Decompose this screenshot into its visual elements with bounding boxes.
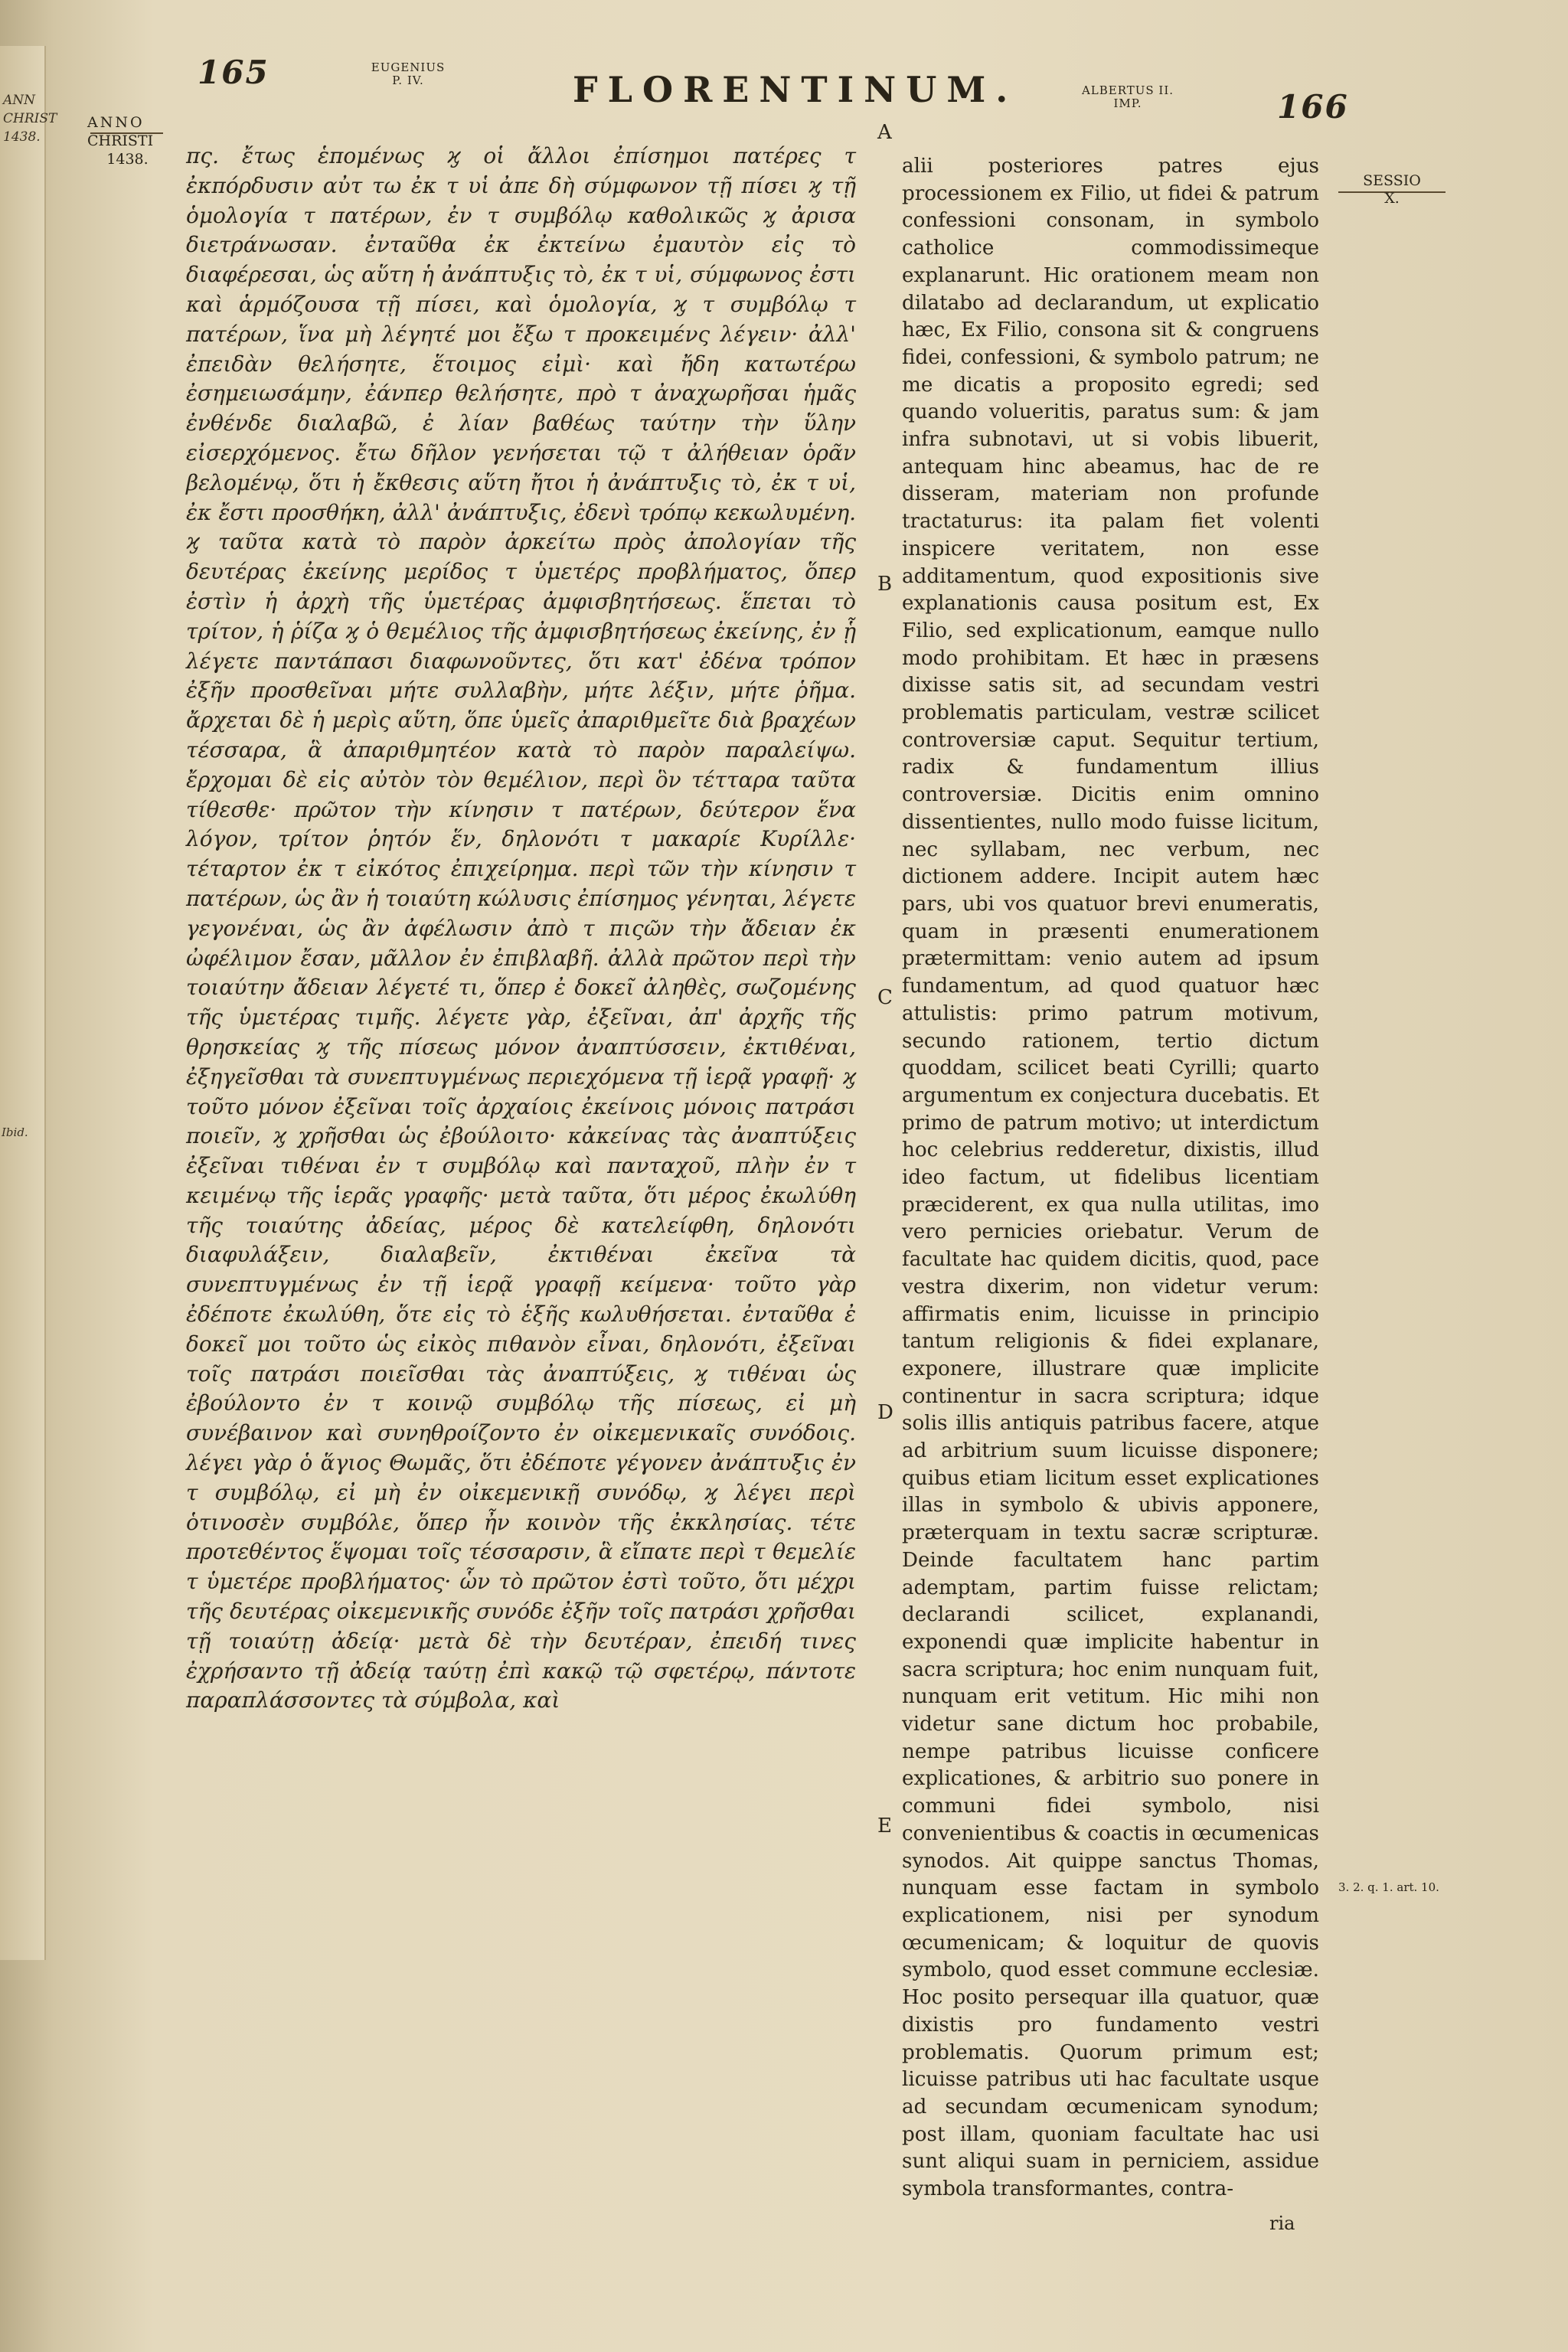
section-letter-c: C (877, 986, 893, 1009)
page-number-left: 165 (198, 54, 270, 91)
prev-page-margin-line-1: ANN (3, 93, 36, 108)
catchword: ria (1269, 2213, 1295, 2234)
page-number-right: 166 (1277, 88, 1349, 126)
margin-session-number: X. (1384, 190, 1400, 207)
running-head-right (1063, 84, 1193, 110)
book-page (67, 31, 1545, 2328)
prev-page-margin-line-2: CHRIST (3, 111, 57, 126)
running-head-left-line-1: EUGENIUS (371, 60, 446, 74)
section-letter-e: E (877, 1815, 892, 1838)
prev-page-margin-line-3: 1438. (3, 129, 41, 145)
greek-text: πς. ἔτως ἑπομένως ϗ οἱ ἄλλοι ἐπίσημοι πατέρες τ ἐκπόρδυσιν αὐτ τω ἐκ τ υἱ ἀπε δὴ σύμφωνον τῇ πίσει ϗ τῇ ὁμολογία τ πατέρων, ἐν τ συμβόλῳ καθολικῶς ϗ ἀρισα διετράνωσαν. ἐνταῦθα ἐκ ἐκτείνω ἐμαυτὸν εἰς τὸ διαφέρεσαι, ὡς αὕτη ἡ ἀνάπτυξις τὸ, ἐκ τ υἱ, σύμφωνος ἐστι καὶ ἁρμόζουσα τῇ πίσει, καὶ ὁμολογία, ϗ τ συμβόλῳ τ πατέρων, ἵνα μὴ λέγητέ μοι ἔξω τ προκειμένς λέγειν· ἀλλ' ἐπειδὰν θελήσητε, ἕτοιμος εἰμὶ· καὶ ἤδη κατωτέρω ἐσημειωσάμην, ἐάνπερ θελήσητε, πρὸ τ ἀναχωρῆσαι ἡμᾶς ἐνθένδε διαλαβῶ, ἐ λίαν βαθέως ταύτην τὴν ὕλην εἰσερχόμενος. ἔτω δῆλον γενήσεται τῷ τ ἀλήθειαν ὁρᾶν βελομένῳ, ὅτι ἡ ἔκθεσις αὕτη ἤτοι ἡ ἀνάπτυξις τὸ, ἐκ τ υἱ, ἐκ ἔστι προσθήκη, ἀλλ' ἀνάπτυξις, ἐδενὶ τρόπῳ κεκωλυμένη. ϗ ταῦτα κατὰ τὸ παρὸν ἀρκείτω πρὸς ἀπολογίαν τῆς δευτέρας ἐκείνης μερίδος τ ὑμετέρς προβλήματος, ὅπερ ἐστὶν ἡ ἀρχὴ τῆς ὑμετέρας ἀμφισβητήσεως. ἕπεται τὸ τρίτον, ἡ ῥίζα ϗ ὁ θεμέλιος τῆς ἀμφισβητήσεως ἐκείνης, ἐν ᾗ λέγετε παντάπασι διαφωνοῦντες, ὅτι κατ' ἐδένα τρόπον ἐξῆν προσθεῖναι μήτε συλλαβὴν, μήτε λέξιν, μήτε ῥῆμα. ἄρχεται δὲ ἡ μερὶς αὕτη, ὅπε ὑμεῖς ἀπαριθμεῖτε διὰ βραχέων τέσσαρα, ἃ ἀπαριθμητέον κατὰ τὸ παρὸν παραλείψω. ἔρχομαι δὲ εἰς αὐτὸν τὸν θεμέλιον, περὶ ὃν τέτταρα ταῦτα τίθεσθε· πρῶτον τὴν κίνησιν τ πατέρων, δεύτερον ἕνα λόγον, τρίτον ῥητόν ἕν, δηλονότι τ μακαρίε Κυρίλλε· τέταρτον ἐκ τ εἰκότος ἐπιχείρημα. περὶ τῶν τὴν κίνησιν τ πατέρων, ὡς ἂν ἡ τοιαύτη κώλυσις ἐπίσημος γένηται, λέγετε γεγονέναι, ὡς ἂν ἀφέλωσιν ἀπὸ τ πιςῶν τὴν ἄδειαν ἐκ ὠφέλιμον ἔσαν, μᾶλλον ἐν ἐπιβλαβῆ. ἀλλὰ πρῶτον περὶ τὴν τοιαύτην ἄδειαν λέγετέ τι, ὅπερ ἐ δοκεῖ ἀληθὲς, σωζομένης τῆς ὑμετέρας τιμῆς. λέγετε γὰρ, ἐξεῖναι, ἀπ' ἀρχῆς τῆς θρησκείας ϗ τῆς πίσεως μόνον ἀναπτύσσειν, ἐκτιθέναι, ἐξηγεῖσθαι τὰ συνεπτυγμένως περιεχόμενα τῇ ἱερᾷ γραφῇ· ϗ τοῦτο μόνον ἐξεῖναι τοῖς ἀρχαίοις ἐκείνοις μόνοις πατράσι ποιεῖν, ϗ χρῆσθαι ὡς ἐβούλοιτο· κἀκείνας τὰς ἀναπτύξεις ἐξεῖναι τιθέναι ἐν τ συμβόλῳ καὶ πανταχοῦ, πλὴν ἐν τ κειμένῳ τῆς ἱερᾶς γραφῆς· μετὰ ταῦτα, ὅτι μέρος ἐκωλύθη τῆς τοιαύτης ἀδείας, μέρος δὲ κατελείφθη, δηλονότι διαφυλάξειν, διαλαβεῖν, ἐκτιθέναι ἐκεῖνα τὰ συνεπτυγμένως ἐν τῇ ἱερᾷ γραφῇ κείμενα· τοῦτο γὰρ ἐδέποτε ἐκωλύθη, ὅτε εἰς τὸ ἑξῆς κωλυθήσεται. ἐνταῦθα ἐ δοκεῖ μοι τοῦτο ὡς εἰκὸς πιθανὸν εἶναι, δηλονότι, ἐξεῖναι τοῖς πατράσι ποιεῖσθαι τὰς ἀναπτύξεις, ϗ τιθέναι ὡς ἐβούλοντο ἐν τ κοινῷ συμβόλῳ τῆς πίσεως, εἰ μὴ συνέβαινον καὶ συνηθροίζοντο ἐν οἰκεμενικαῖς συνόδοις. λέγει γὰρ ὁ ἅγιος Θωμᾶς, ὅτι ἐδέποτε γέγονεν ἀνάπτυξις ἐν τ συμβόλῳ, εἰ μὴ ἐν οἰκεμενικῇ συνόδῳ, ϗ λέγει περὶ ὁτινοσὲν συμβόλε, ὅπερ ἦν κοινὸν τῆς ἐκκλησίας. τέτε προτεθέντος ἕψομαι τοῖς τέσσαρσιν, ἃ εἴπατε περὶ τ θεμελίε τ ὑμετέρε προβλήματος· ὧν τὸ πρῶτον ἐστὶ τοῦτο, ὅτι μέχρι τῆς δευτέρας οἰκεμενικῆς συνόδε ἐξῆν τοῖς πατράσι χρῆσθαι τῇ τοιαύτῃ ἀδείᾳ· μετὰ δὲ τὴν δευτέραν, ἐπειδή τινες ἐχρήσαντο τῇ ἀδείᾳ ταύτῃ ἐπὶ κακῷ τῷ σφετέρῳ, πάντοτε παραπλάσσοντες τὰ σύμβολα, καὶ (186, 143, 856, 1713)
marginal-citation: 3. 2. q. 1. art. 10. (1338, 1880, 1439, 1894)
running-head-left (351, 61, 466, 87)
page-title: FLORENTINUM. (573, 69, 1018, 110)
running-head-right-line-1: ALBERTUS II. (1081, 83, 1174, 97)
margin-sessio: SESSIO (1363, 172, 1421, 189)
section-letter-d: D (877, 1401, 893, 1424)
previous-page-edge (0, 46, 57, 1960)
margin-anno: ANNO (87, 114, 145, 131)
section-letter-b: B (877, 573, 893, 596)
prev-page-gloss: Ibid. (2, 1125, 28, 1139)
running-head-left-line-2: P. IV. (392, 74, 424, 87)
latin-text-column (902, 153, 1319, 2203)
margin-year-note (87, 113, 168, 168)
margin-year: 1438. (106, 151, 149, 168)
greek-text-column (186, 142, 856, 1716)
margin-christi: CHRISTI (87, 132, 154, 149)
margin-session-note (1334, 172, 1449, 207)
section-letter-a: A (877, 121, 892, 144)
running-head-right-line-2: IMP. (1113, 96, 1142, 110)
latin-text: alii posteriores patres ejus processionem ex Filio, ut fidei & patrum confessioni consonam, in symbolo catholice commodissimeque explanarunt. Hic orationem meam non dilatabo ad declarandum, ut explicatio hæc, Ex Filio, consona sit & congruens fidei, confessioni, & symbolo patrum; ne me dicatis a proposito egredi; sed quando volueritis, paratus sum: & jam infra subnotavi, ut si vobis libuerit, antequam hinc abeamus, hac de re disseram, materiam non profunde tractaturus: ita palam fiet volenti inspicere veritatem, non esse additamentum, quod expositionis sive explanationis causa positum est, Ex Filio, sed explicationum, eamque nullo modo prohibitam. Et hæc in præsens dixisse satis sit, ad secundam vestri problematis particulam, vestræ scilicet controversiæ caput. Sequitur tertium, radix & fundamentum illius controversiæ. Dicitis enim omnino dissentientes, nullo modo fuisse licitum, nec syllabam, nec verbum, nec dictionem addere. Incipit autem hæc pars, ubi vos quatuor brevi enumeratis, quam in præsenti enumerationem prætermittam: venio autem ad ipsum fundamentum, ad quod quatuor hæc attulistis: primo patrum motivum, secundo rationem, tertio dictum quoddam, scilicet beati Cyrilli; quarto argumentum ex conjectura ducebatis. Et primo de patrum motivo; ut interdictum hoc celebrius redderetur, dixistis, illud ideo factum, ut fidelibus licentiam præciderent, ex qua nulla utilitas, imo vero pernicies oriebatur. Verum de facultate hac quidem dicitis, quod, pace vestra dixerim, non videtur verum: affirmatis enim, licuisse in principio tantum religionis & fidei explanare, exponere, illustrare quæ implicite continentur in sacra scriptura; idque solis illis antiquis patribus facere, atque ad arbitrium suum licuisse disponere; quibus etiam licitum esset explicationes illas in symbolo & ubivis apponere, præterquam in textu sacræ scripturæ. Deinde facultatem hanc partim ademptam, partim fuisse relictam; declarandi scilicet, explanandi, exponendi quæ implicite habentur in sacra scriptura; hoc enim nunquam fuit, nunquam erit vetitum. Hic mihi non videtur sane dictum hoc probabile, nempe patribus licuisse conficere explicationes, & arbitrio suo ponere in communi fidei symbolo, nisi convenientibus & coactis in œcumenicas synodos. Ait quippe sanctus Thomas, nunquam esse factam in symbolo explicationem, nisi per synodum œcumenicam; & loquitur de quovis symbolo, quod esset commune ecclesiæ. Hoc posito persequar illa quatuor, quæ dixistis pro fundamento vestri problematis. Quorum primum est; licuisse patribus uti hac facultate usque ad secundam œcumenicam synodum; post illam, quoniam facultate hac usi sunt aliqui suam in perniciem, assidue symbola transformantes, contra- (902, 155, 1319, 2201)
